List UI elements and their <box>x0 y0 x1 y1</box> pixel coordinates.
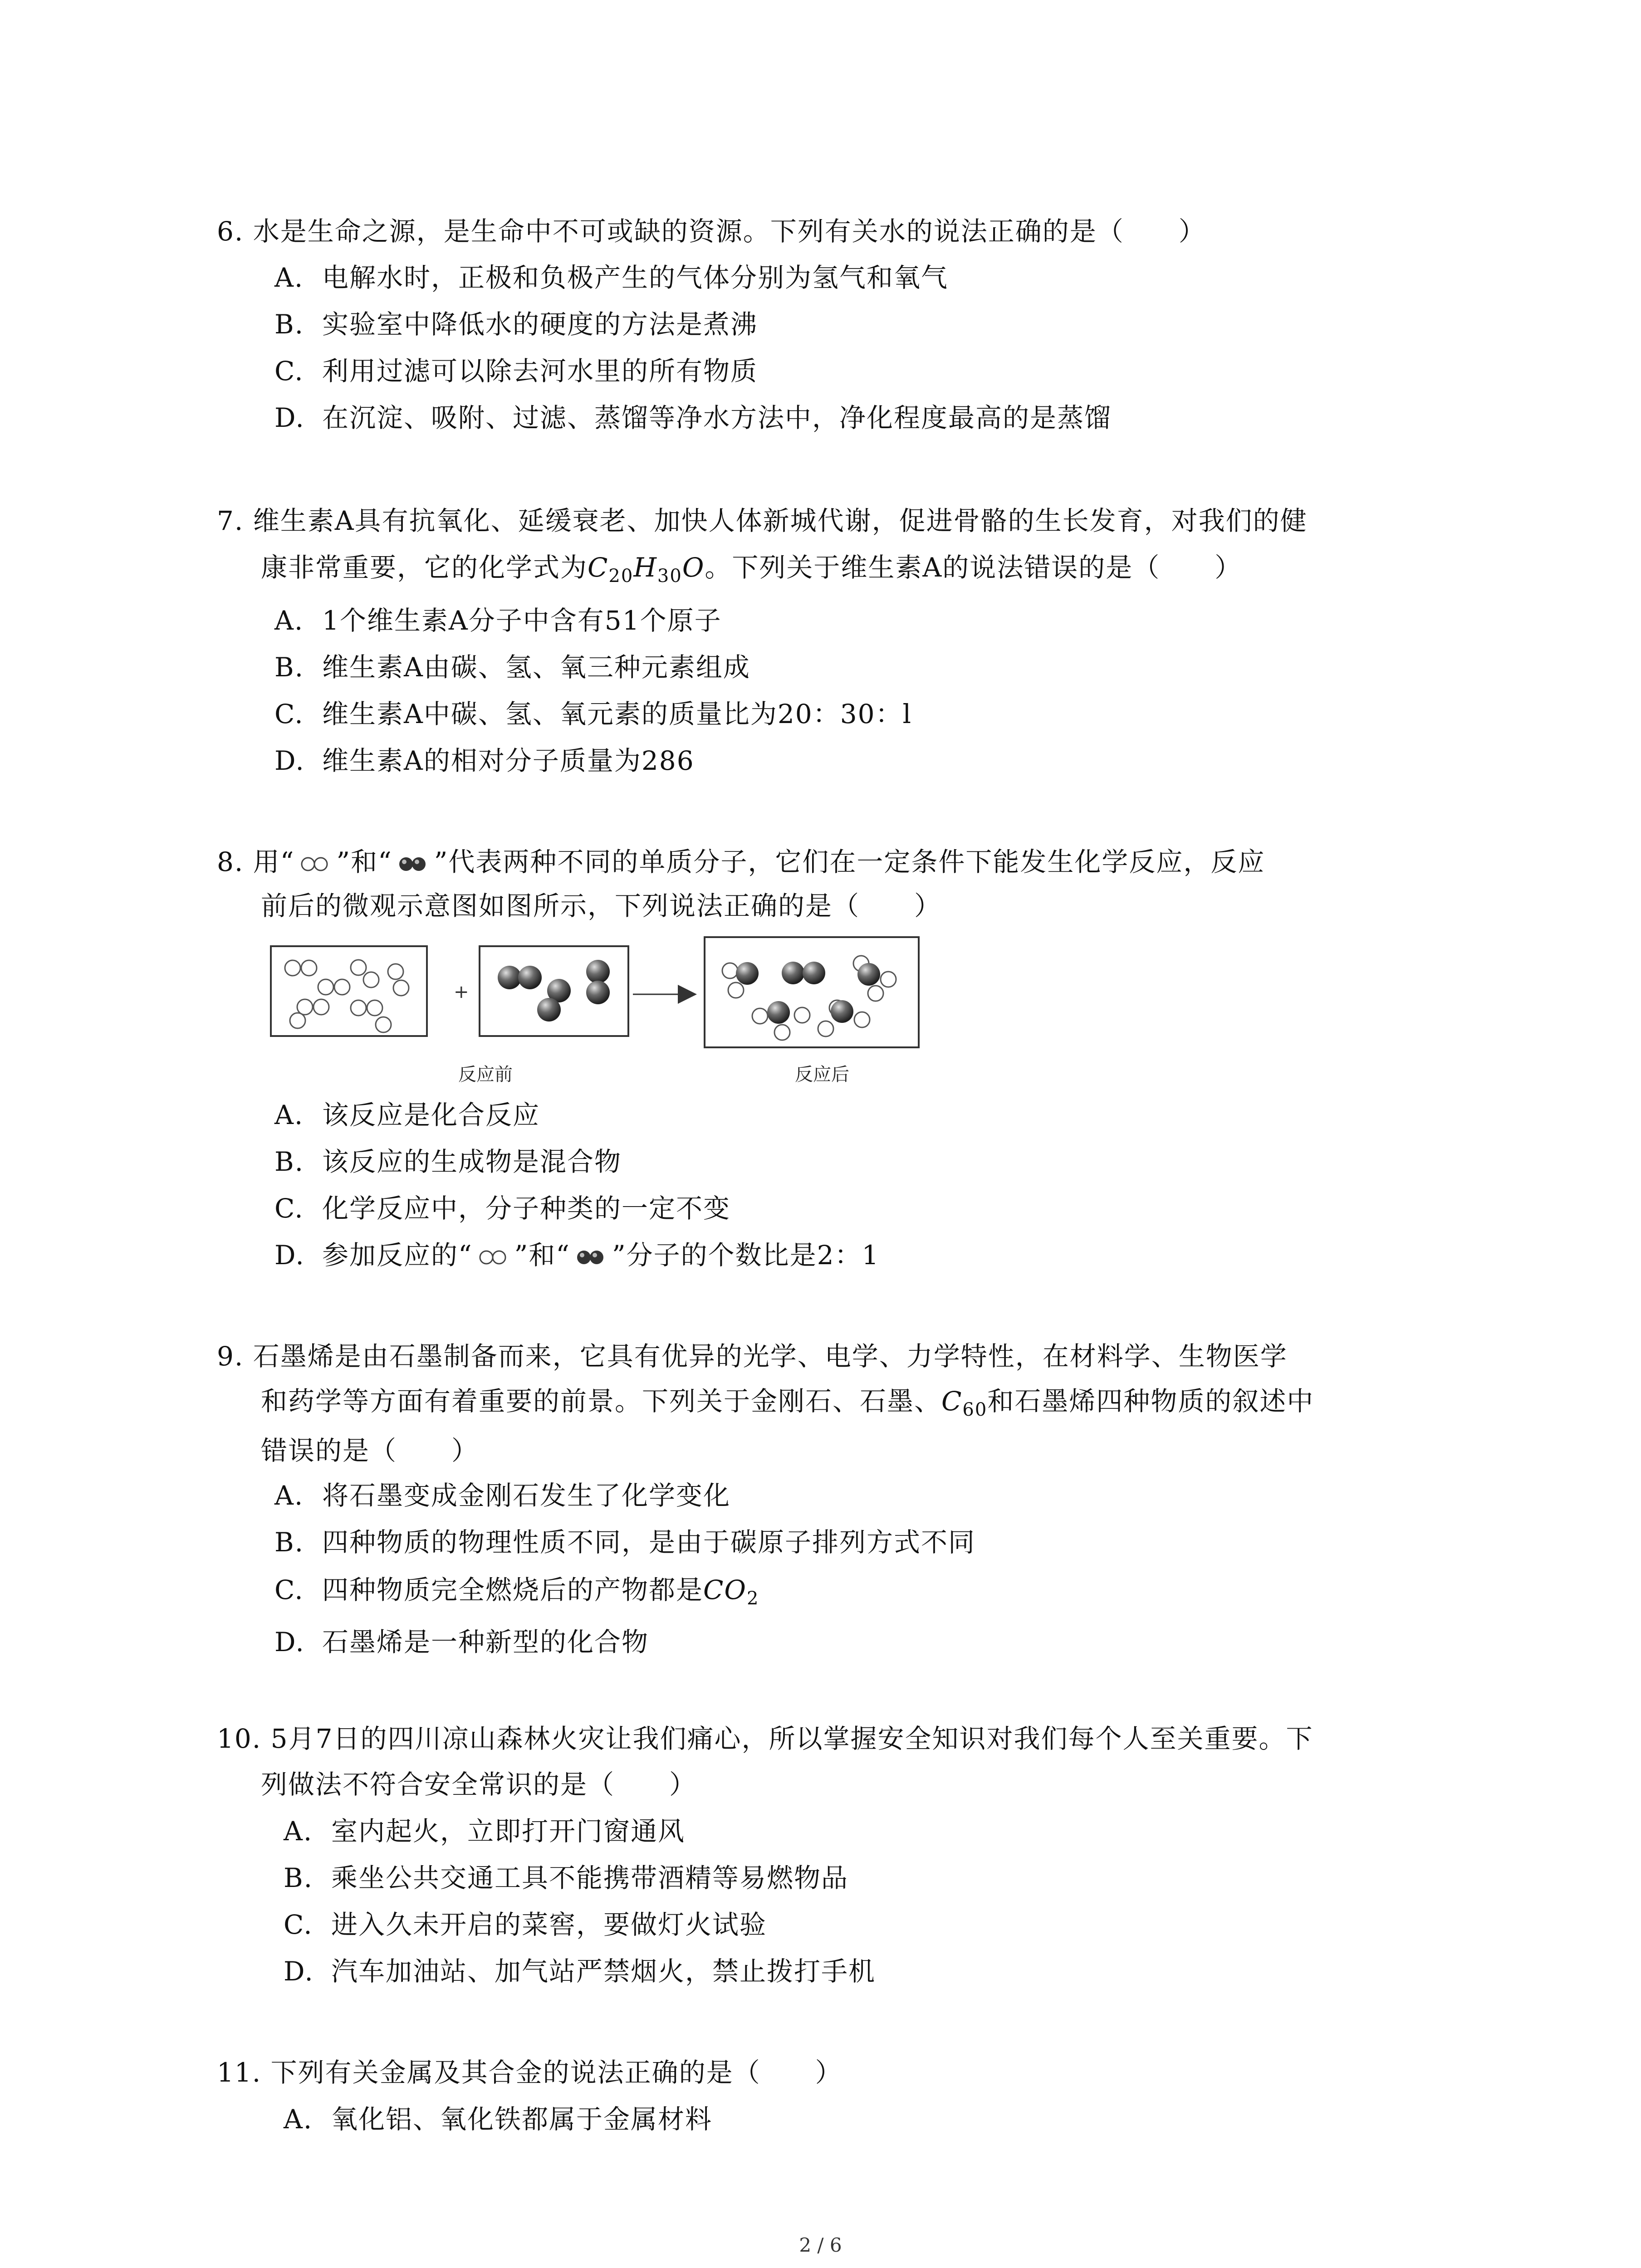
before-box-white <box>271 946 427 1036</box>
plus-sign: + <box>454 982 469 1002</box>
question-9-stem-line3: 错误的是（ ） <box>261 1435 479 1466</box>
co2-formula: $CO_2$ <box>703 1574 759 1609</box>
question-10-stem-line1: 10. 5月7日的四川凉山森林火灾让我们痛心，所以掌握安全知识对我们每个人至关重要。下 <box>217 1723 1313 1754</box>
question-11-option-a: A. 氧化铝、氧化铁都属于金属材料 <box>284 2104 713 2135</box>
question-10-option-d: D. 汽车加油站、加气站严禁烟火，禁止拨打手机 <box>284 1956 876 1987</box>
before-box-black <box>480 946 628 1036</box>
question-9-stem-line1: 9. 石墨烯是由石墨制备而来，它具有优异的光学、电学、力学特性，在材料学、生物医学 <box>217 1341 1288 1372</box>
white-molecule-icon <box>475 1248 512 1266</box>
question-7-option-d: D. 维生素A的相对分子质量为286 <box>274 745 695 776</box>
question-8-stem-line2: 前后的微观示意图如图所示，下列说法正确的是（ ） <box>261 890 942 921</box>
question-6-option-d: D. 在沉淀、吸附、过滤、蒸馏等净水方法中，净化程度最高的是蒸馏 <box>274 402 1112 433</box>
question-10-option-a: A. 室内起火，立即打开门窗通风 <box>284 1816 686 1847</box>
after-label: 反应后 <box>795 1064 849 1085</box>
question-9-option-c: C. 四种物质完全燃烧后的产物都是$CO_2$ <box>274 1574 759 1609</box>
vitamin-a-formula: $C_{20}H_{30}O$ <box>588 552 705 587</box>
c60-formula: $C_{60}$ <box>941 1386 988 1420</box>
question-8-stem-line1: 8. 用“ ”和“ ”代表两种不同的单质分子，它们在一定条件下能发生化学反应，反应 <box>217 846 1265 877</box>
question-8-option-b: B. 该反应的生成物是混合物 <box>274 1146 622 1177</box>
molecules-after <box>722 956 896 1040</box>
question-8-option-a: A. 该反应是化合反应 <box>274 1100 540 1130</box>
question-7-stem-line2: 康非常重要，它的化学式为$C_{20}H_{30}O$。下列关于维生素A的说法错误的是（ ） <box>261 552 1242 587</box>
question-9-stem-line2: 和药学等方面有着重要的前景。下列关于金刚石、石墨、$C_{60}$和石墨烯四种物质的叙述中 <box>261 1386 1314 1420</box>
question-9-option-b: B. 四种物质的物理性质不同，是由于碳原子排列方式不同 <box>274 1527 976 1558</box>
question-6-option-b: B. 实验室中降低水的硬度的方法是煮沸 <box>274 309 758 340</box>
question-7-option-a: A. 1个维生素A分子中含有51个原子 <box>274 605 722 636</box>
black-molecules-before <box>498 960 610 1022</box>
question-10-stem-line2: 列做法不符合安全常识的是（ ） <box>261 1769 697 1800</box>
question-6-option-a: A. 电解水时，正极和负极产生的气体分别为氢气和氧气 <box>274 262 949 293</box>
white-molecules-before <box>285 960 409 1032</box>
question-8-option-d: D. 参加反应的“ ”和“ ”分子的个数比是2：1 <box>274 1240 880 1271</box>
question-10-option-c: C. 进入久未开启的菜窖，要做灯火试验 <box>284 1909 767 1940</box>
question-7-option-b: B. 维生素A由碳、氢、氧三种元素组成 <box>274 652 750 683</box>
question-6-option-c: C. 利用过滤可以除去河水里的所有物质 <box>274 356 758 386</box>
black-molecule-icon <box>395 855 431 873</box>
question-10-option-b: B. 乘坐公共交通工具不能携带酒精等易燃物品 <box>284 1862 849 1893</box>
question-9-option-d: D. 石墨烯是一种新型的化合物 <box>274 1627 649 1657</box>
question-9-option-a: A. 将石墨变成金刚石发生了化学变化 <box>274 1480 731 1511</box>
page-number: 2 / 6 <box>799 2234 842 2256</box>
white-molecule-icon <box>297 855 333 873</box>
before-label: 反应前 <box>458 1064 513 1085</box>
after-box <box>705 937 919 1047</box>
question-7-option-c: C. 维生素A中碳、氢、氧元素的质量比为20：30：l <box>274 699 912 729</box>
question-11-stem: 11. 下列有关金属及其合金的说法正确的是（ ） <box>217 2057 843 2088</box>
black-molecule-icon <box>573 1248 609 1266</box>
question-6-stem: 6. 水是生命之源，是生命中不可或缺的资源。下列有关水的说法正确的是（ ） <box>217 216 1206 247</box>
question-8-option-c: C. 化学反应中，分子种类的一定不变 <box>274 1193 731 1224</box>
question-7-stem-line1: 7. 维生素A具有抗氧化、延缓衰老、加快人体新城代谢，促进骨骼的生长发育，对我们的健 <box>217 505 1308 536</box>
